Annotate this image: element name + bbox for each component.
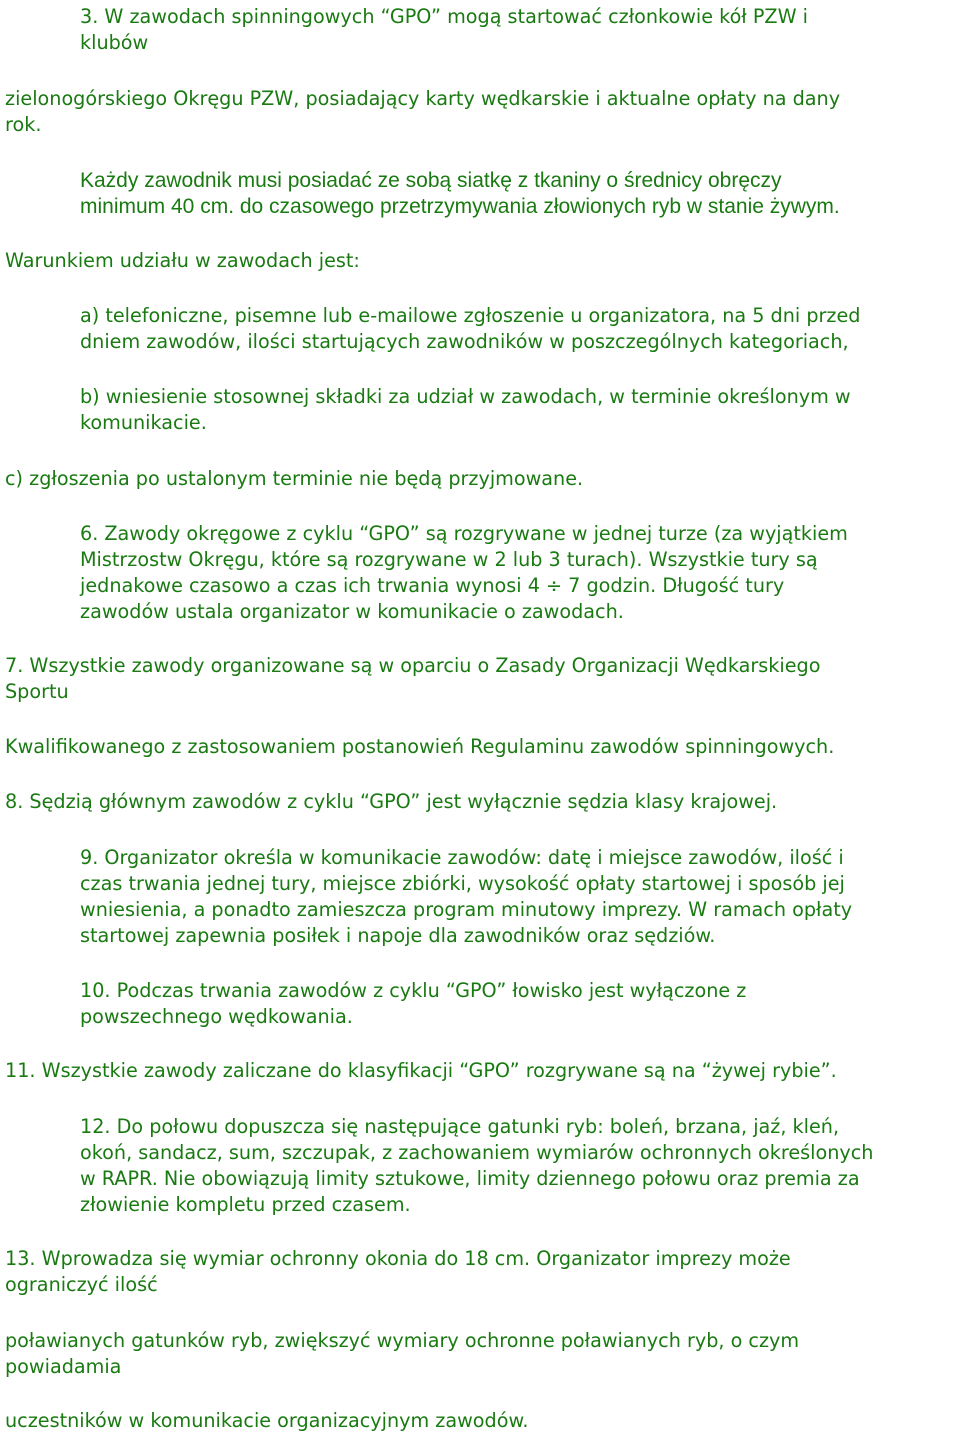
paragraph-8-line: 8. Sędzią głównym zawodów z cyklu “GPO” jest wyłącznie sędzia klasy krajowej.: [5, 790, 778, 813]
paragraph-6-line-2: Mistrzostw Okręgu, które są rozgrywane w 2 lub 3 turach). Wszystkie tury są: [80, 548, 818, 571]
paragraph-13-line-1: 13. Wprowadza się wymiar ochronny okonia do 18 cm. Organizator imprezy może: [5, 1247, 791, 1270]
paragraph-13-continuation-line-2: powiadamia: [5, 1355, 122, 1378]
paragraph-3-continuation-line-1: zielonogórskiego Okręgu PZW, posiadający karty wędkarskie i aktualne opłaty na dany: [5, 87, 841, 110]
paragraph-7: [5, 653, 820, 705]
paragraph-3-continuation: [5, 86, 840, 138]
paragraph-13: [5, 1246, 791, 1298]
paragraph-9-line-3: wniesienia, a ponadto zamieszcza program minutowy imprezy. W ramach opłaty: [80, 898, 853, 921]
paragraph-6-line-3: jednakowe czasowo a czas ich trwania wynosi 4 ÷ 7 godzin. Długość tury: [80, 574, 785, 597]
paragraph-9: [80, 845, 852, 949]
item-a-line-2: dniem zawodów, ilości startujących zawodników w poszczególnych kategoriach,: [80, 330, 849, 353]
paragraph-10-line-1: 10. Podczas trwania zawodów z cyklu “GPO” łowisko jest wyłączone z: [80, 979, 747, 1002]
paragraph-6-line-1: 6. Zawody okręgowe z cyklu “GPO” są rozgrywane w jednej turze (za wyjątkiem: [80, 522, 848, 545]
paragraph-6: [80, 521, 848, 625]
paragraph-9-line-1: 9. Organizator określa w komunikacie zawodów: datę i miejsce zawodów, ilość i: [80, 846, 844, 869]
paragraph-warunek: [5, 248, 360, 274]
item-a: [80, 303, 860, 355]
item-a-line-1: a) telefoniczne, pisemne lub e-mailowe zgłoszenie u organizatora, na 5 dni przed: [80, 304, 861, 327]
paragraph-siatka-line-2: minimum 40 cm. do czasowego przetrzymywania złowionych ryb w stanie żywym.: [80, 195, 840, 218]
paragraph-3-line-2: klubów: [80, 31, 149, 54]
paragraph-12-line-2: okoń, sandacz, sum, szczupak, z zachowaniem wymiarów ochronnych określonych: [80, 1141, 874, 1164]
paragraph-8: [5, 789, 777, 815]
paragraph-13-continuation-line-1: poławianych gatunków ryb, zwiększyć wymiary ochronne poławianych ryb, o czym: [5, 1329, 800, 1352]
paragraph-13-final-line: uczestników w komunikacie organizacyjnym zawodów.: [5, 1409, 529, 1432]
paragraph-7-continuation-line: Kwalifikowanego z zastosowaniem postanowień Regulaminu zawodów spinningowych.: [5, 735, 835, 758]
paragraph-3-continuation-line-2: rok.: [5, 113, 42, 136]
paragraph-3-line-1: 3. W zawodach spinningowych “GPO” mogą startować członkowie kół PZW i: [80, 5, 808, 28]
paragraph-siatka-line-1: Każdy zawodnik musi posiadać ze sobą siatkę z tkaniny o średnicy obręczy: [80, 169, 782, 192]
paragraph-6-line-4: zawodów ustala organizator w komunikacie o zawodach.: [80, 600, 624, 623]
item-c-line: c) zgłoszenia po ustalonym terminie nie będą przyjmowane.: [5, 467, 584, 490]
paragraph-13-continuation: [5, 1328, 799, 1380]
item-b-line-2: komunikacie.: [80, 411, 207, 434]
paragraph-12-line-3: w RAPR. Nie obowiązują limity sztukowe, limity dziennego połowu oraz premia za: [80, 1167, 860, 1190]
paragraph-11-line: 11. Wszystkie zawody zaliczane do klasyfikacji “GPO” rozgrywane są na “żywej rybie”.: [5, 1059, 837, 1082]
paragraph-12-line-1: 12. Do połowu dopuszcza się następujące gatunki ryb: boleń, brzana, jaź, kleń,: [80, 1115, 840, 1138]
paragraph-siatka: [80, 168, 840, 220]
paragraph-3: [80, 4, 808, 56]
paragraph-7-line-1: 7. Wszystkie zawody organizowane są w oparciu o Zasady Organizacji Wędkarskiego: [5, 654, 821, 677]
paragraph-13-line-2: ograniczyć ilość: [5, 1273, 158, 1296]
paragraph-12: [80, 1114, 873, 1218]
paragraph-warunek-line: Warunkiem udziału w zawodach jest:: [5, 249, 360, 272]
paragraph-9-line-4: startowej zapewnia posiłek i napoje dla zawodników oraz sędziów.: [80, 924, 716, 947]
paragraph-7-continuation: [5, 734, 834, 760]
paragraph-12-line-4: złowienie kompletu przed czasem.: [80, 1193, 411, 1216]
paragraph-10: [80, 978, 746, 1030]
paragraph-9-line-2: czas trwania jednej tury, miejsce zbiórki, wysokość opłaty startowej i sposób jej: [80, 872, 845, 895]
item-b-line-1: b) wniesienie stosownej składki za udział w zawodach, w terminie określonym w: [80, 385, 851, 408]
paragraph-7-line-2: Sportu: [5, 680, 69, 703]
item-c: [5, 466, 583, 492]
paragraph-11: [5, 1058, 837, 1084]
item-b: [80, 384, 851, 436]
paragraph-10-line-2: powszechnego wędkowania.: [80, 1005, 353, 1028]
paragraph-13-final: [5, 1408, 528, 1434]
